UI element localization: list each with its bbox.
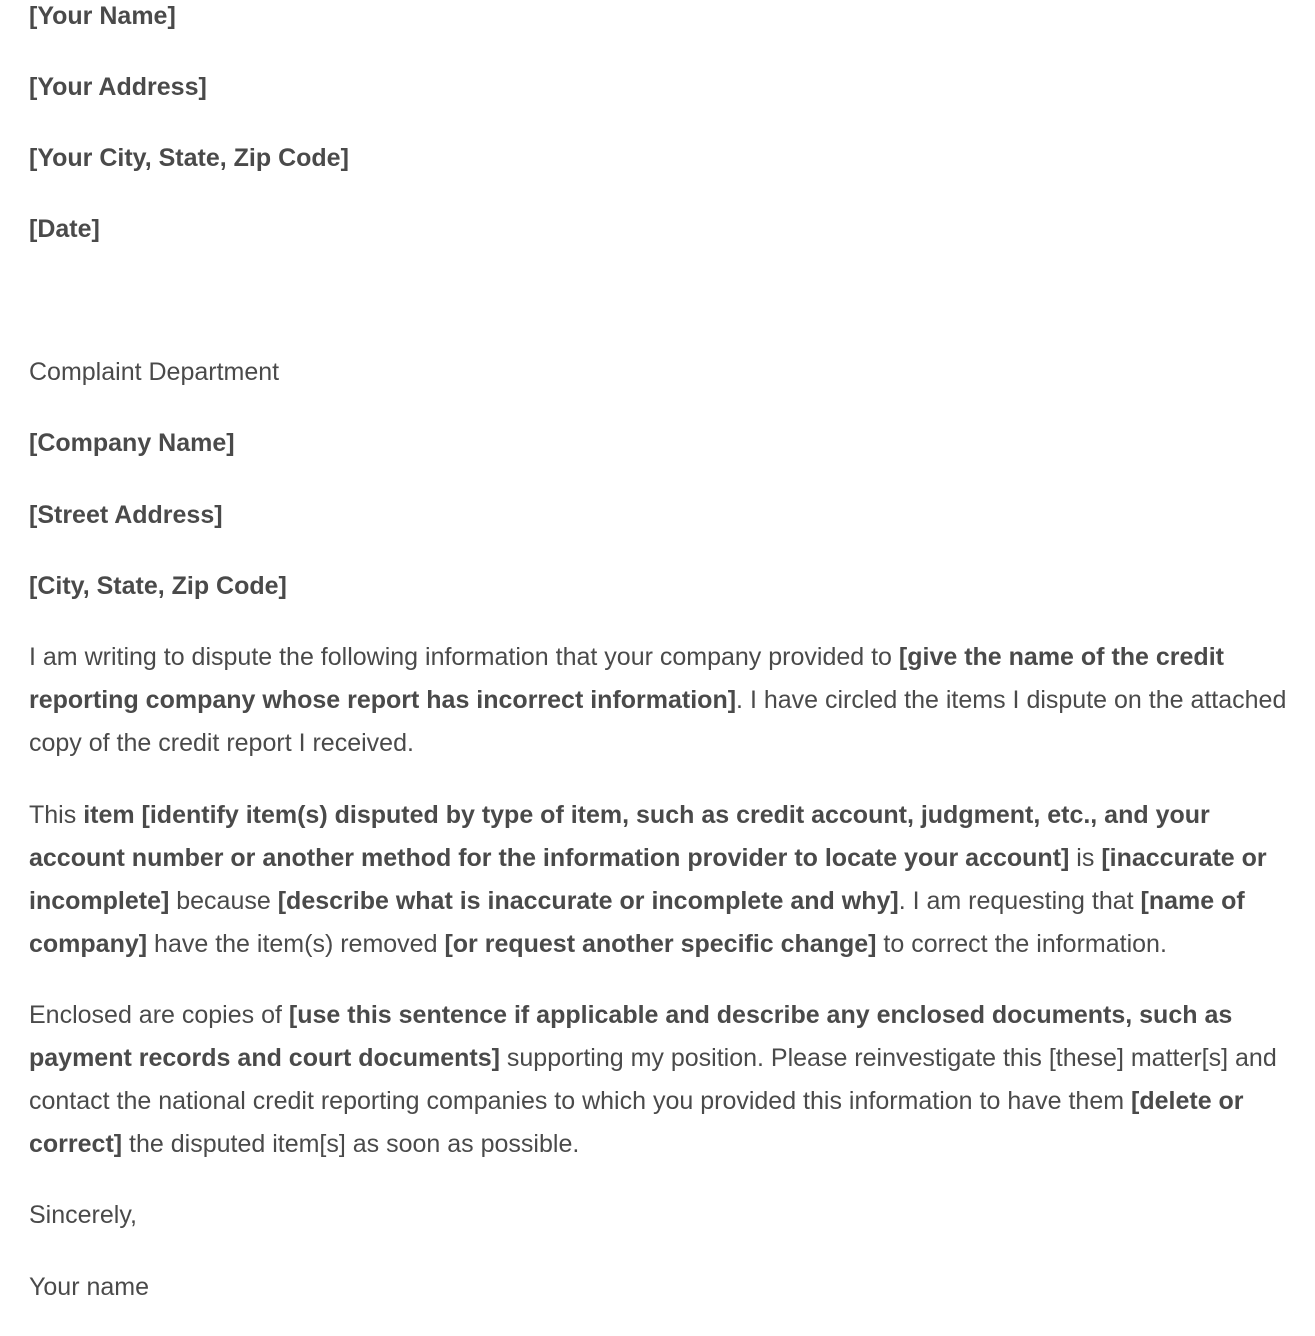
body-text: to correct the information. bbox=[876, 930, 1167, 958]
placeholder-text: [describe what is inaccurate or incomplete and why] bbox=[277, 887, 899, 915]
placeholder-text: [name of company] bbox=[29, 887, 1245, 958]
sender-address: [Your Address] bbox=[29, 73, 207, 101]
signature-name: Your name bbox=[29, 1273, 149, 1301]
placeholder-text: [delete or correct] bbox=[29, 1087, 1244, 1158]
body-text: This bbox=[29, 801, 84, 829]
closing-salutation: Sincerely, bbox=[29, 1201, 137, 1229]
body-text: . I have circled the items I dispute on the attached copy of the credit report I received. bbox=[29, 686, 1287, 757]
body-paragraph-2 bbox=[29, 794, 1309, 966]
body-text: . I am requesting that bbox=[898, 887, 1141, 915]
body-text: supporting my position. Please reinvestigate this [these] matter[s] and contact the national credit reporting companies to which you provided this information to have them bbox=[29, 1044, 1277, 1115]
placeholder-text: [inaccurate or incomplete] bbox=[29, 844, 1267, 915]
body-text: have the item(s) removed bbox=[147, 930, 445, 958]
body-text: the disputed item[s] as soon as possible. bbox=[122, 1130, 580, 1158]
placeholder-text: item [identify item(s) disputed by type of item, such as credit account, judgment, etc., and your account number or another method for the information provider to locate your account] bbox=[29, 801, 1210, 872]
sender-city-state-zip: [Your City, State, Zip Code] bbox=[29, 144, 349, 172]
letter-date: [Date] bbox=[29, 215, 100, 243]
body-text: I am writing to dispute the following information that your company provided to bbox=[29, 643, 899, 671]
body-text: Enclosed are copies of bbox=[29, 1001, 289, 1029]
body-text: because bbox=[169, 887, 278, 915]
body-text: is bbox=[1069, 844, 1102, 872]
recipient-company: [Company Name] bbox=[29, 429, 235, 457]
recipient-street: [Street Address] bbox=[29, 501, 223, 529]
sender-name: [Your Name] bbox=[29, 2, 176, 30]
recipient-city-state-zip: [City, State, Zip Code] bbox=[29, 572, 287, 600]
placeholder-text: [use this sentence if applicable and describe any enclosed documents, such as payment records and court documents] bbox=[29, 1001, 1233, 1072]
recipient-department: Complaint Department bbox=[29, 358, 280, 386]
placeholder-text: [give the name of the credit reporting company whose report has incorrect information] bbox=[29, 643, 1224, 714]
body-paragraph-1 bbox=[29, 636, 1309, 765]
placeholder-text: [or request another specific change] bbox=[444, 930, 877, 958]
body-paragraph-3 bbox=[29, 994, 1309, 1166]
